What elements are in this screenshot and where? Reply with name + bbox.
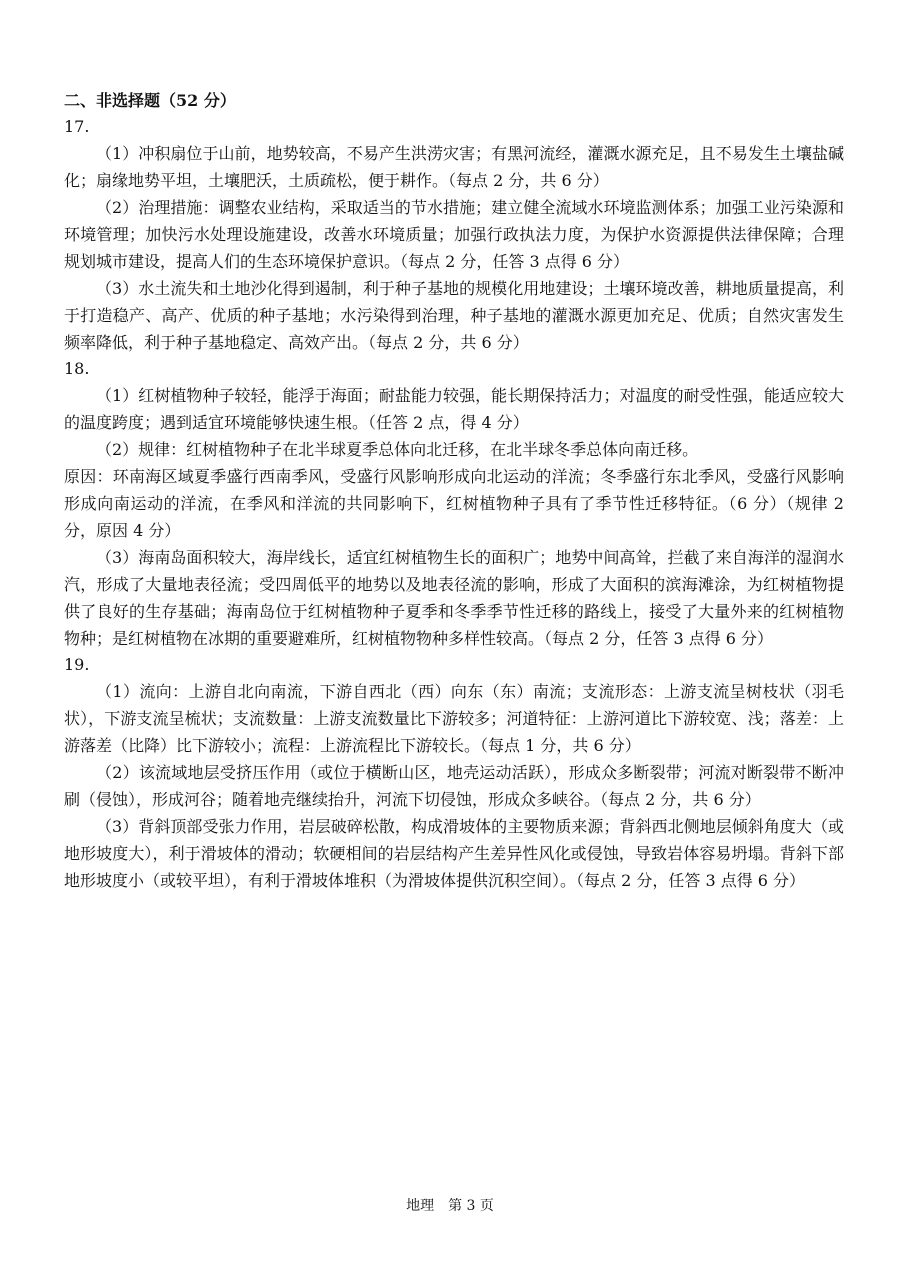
answer-page — [64, 88, 844, 894]
answer-paragraph: 原因：环南海区域夏季盛行西南季风，受盛行风影响形成向北运动的洋流；冬季盛行东北季风，受盛行风影响形成向南运动的洋流，在季风和洋流的共同影响下，红树植物种子具有了季节性迁移特征。（6 分）（规律 2 分，原因 4 分） — [64, 467, 844, 540]
answer-paragraph: （3）水土流失和土地沙化得到遏制，利于种子基地的规模化用地建设；土壤环境改善，耕地质量提高，利于打造稳产、高产、优质的种子基地；水污染得到治理，种子基地的灌溉水源更加充足、优质；自然灾害发生频率降低，利于种子基地稳定、高效产出。（每点 2 分，共 6 分） — [64, 279, 844, 352]
answer-paragraph: （1）红树植物种子较轻，能浮于海面；耐盐能力较强，能长期保持活力；对温度的耐受性强，能适应较大的温度跨度；遇到适宜环境能够快速生根。（任答 2 点，得 4 分） — [64, 386, 844, 432]
question-17 — [64, 114, 844, 356]
answer-paragraph: （2）规律：红树植物种子在北半球夏季总体向北迁移，在北半球冬季总体向南迁移。 — [96, 440, 699, 459]
answer-paragraph: （3）海南岛面积较大，海岸线长，适宜红树植物生长的面积广；地势中间高耸，拦截了来自海洋的湿润水汽，形成了大量地表径流；受四周低平的地势以及地表径流的影响，形成了大面积的滨海滩涂，为红树植物提供了良好的生存基础；海南岛位于红树植物种子夏季和冬季季节性迁移的路线上，接受了大量外来的红树植物物种；是红树植物在冰期的重要避难所，红树植物物种多样性较高。（每点 2 分，任答 3 点得 6 分） — [64, 548, 844, 648]
answer-paragraph: （3）背斜顶部受张力作用，岩层破碎松散，构成滑坡体的主要物质来源；背斜西北侧地层倾斜角度大（或地形坡度大），利于滑坡体的滑动；软硬相间的岩层结构产生差异性风化或侵蚀，导致岩体容易坍塌。背斜下部地形坡度小（或较平坦），有利于滑坡体堆积（为滑坡体提供沉积空间）。（每点 2 分，任答 3 点得 6 分） — [64, 817, 844, 890]
answer-paragraph: （2）该流域地层受挤压作用（或位于横断山区，地壳运动活跃），形成众多断裂带；河流对断裂带不断冲刷（侵蚀），形成河谷；随着地壳继续抬升，河流下切侵蚀，形成众多峡谷。（每点 2 分，共 6 分） — [64, 763, 844, 809]
section-heading: 二、非选择题（52 分） — [64, 91, 236, 110]
answer-paragraph: （2）治理措施：调整农业结构，采取适当的节水措施；建立健全流域水环境监测体系；加强工业污染源和环境管理；加快污水处理设施建设，改善水环境质量；加强行政执法力度，为保护水资源提供法律保障；合理规划城市建设，提高人们的生态环境保护意识。（每点 2 分，任答 3 点得 6 分） — [64, 198, 844, 271]
question-18 — [64, 356, 844, 652]
answer-paragraph: （1）流向：上游自北向南流，下游自西北（西）向东（东）南流；支流形态：上游支流呈树枝状（羽毛状），下游支流呈梳状；支流数量：上游支流数量比下游较多；河道特征：上游河道比下游较宽、浅；落差：上游落差（比降）比下游较小；流程：上游流程比下游较长。（每点 1 分，共 6 分） — [64, 682, 844, 755]
page-footer: 地理 第 3 页 — [406, 1198, 494, 1214]
question-number: 17. — [64, 117, 90, 136]
question-19 — [64, 652, 844, 894]
question-number: 19. — [64, 655, 90, 674]
question-number: 18. — [64, 359, 90, 378]
answer-paragraph: （1）冲积扇位于山前，地势较高，不易产生洪涝灾害；有黑河流经，灌溉水源充足，且不易发生土壤盐碱化；扇缘地势平坦，土壤肥沃，土质疏松，便于耕作。（每点 2 分，共 6 分） — [64, 144, 844, 190]
